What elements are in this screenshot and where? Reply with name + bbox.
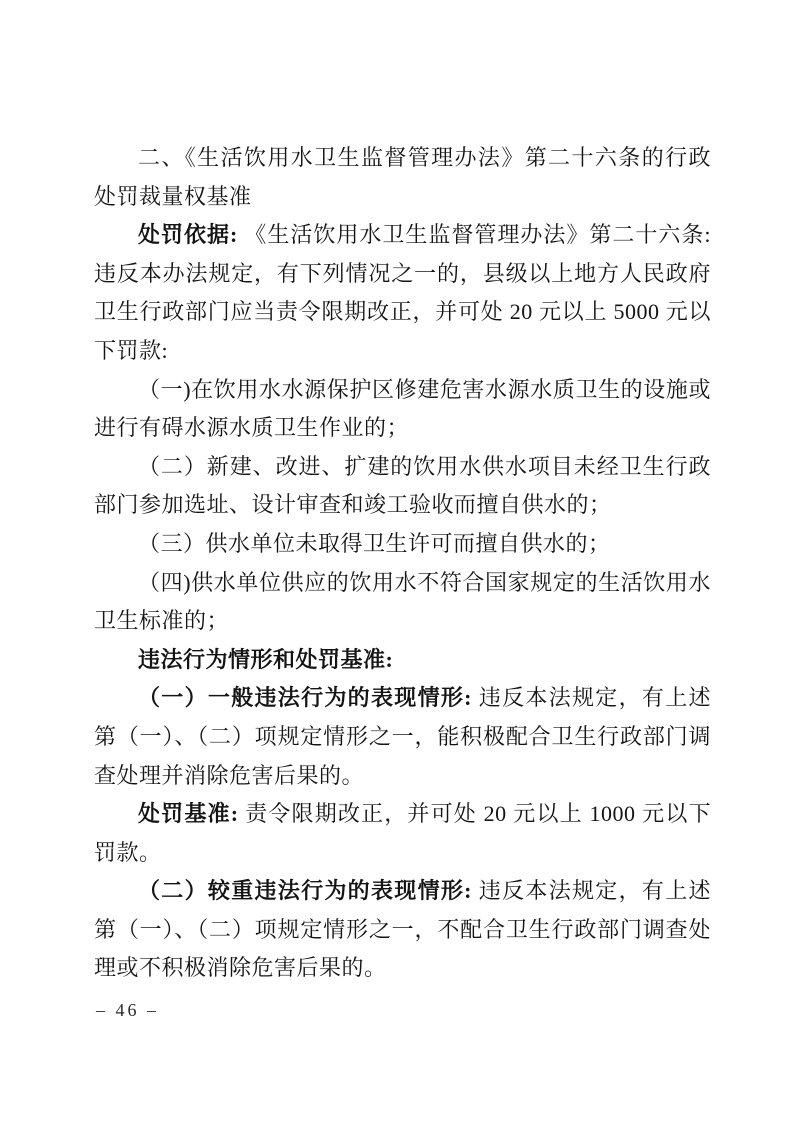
violation-item-3 [94, 525, 711, 564]
subheading-violation-and-penalty [94, 641, 711, 680]
section-heading [94, 139, 711, 216]
violation-item-2 [94, 448, 711, 525]
serious-violation-paragraph [94, 872, 711, 988]
text-run: （四)供水单位供应的饮用水不符合国家规定的生活饮用水卫生标准的； [94, 569, 711, 634]
general-violation-paragraph [94, 679, 711, 795]
text-run: （二）新建、改进、扩建的饮用水供水项目未经卫生行政部门参加选址、设计审查和竣工验收而擅自供水的； [94, 453, 711, 518]
text-run: （一)在饮用水水源保护区修建危害水源水质卫生的设施或进行有碍水源水质卫生作业的； [94, 376, 711, 441]
text-run: 责令限期改正，并可处 20 元以上 1000 元以下罚款。 [94, 801, 711, 865]
bold-text-run: （二）较重违法行为的表现情形: [138, 878, 479, 904]
penalty-basis-paragraph [94, 216, 711, 370]
page-number: – 46 – [96, 1000, 159, 1020]
text-run: 违反本法规定，有上述第（一）、（二）项规定情形之一，不配合卫生行政部门调查处理或不积极消除危害后果的。 [94, 878, 711, 981]
text-run: 二、《生活饮用水卫生监督管理办法》第二十六条的行政处罚裁量权基准 [94, 145, 711, 209]
penalty-standard-paragraph [94, 795, 711, 872]
text-run: 《生活饮用水卫生监督管理办法》第二十六条: 违反本办法规定，有下列情况之一的，县级以上地方人民政府卫生行政部门应当责令限期改正，并可处 20 元以上 5000 元以下罚款: [94, 222, 711, 363]
violation-item-4 [94, 564, 711, 641]
bold-text-run: （一）一般违法行为的表现情形: [138, 685, 479, 711]
bold-text-run: 处罚依据: [138, 222, 245, 248]
violation-item-1 [94, 371, 711, 448]
text-run: 违反本法规定，有上述第（一）、（二）项规定情形之一，能积极配合卫生行政部门调查处理并消除危害后果的。 [94, 685, 711, 788]
bold-text-run: 处罚基准: [138, 801, 246, 827]
text-run: （三）供水单位未取得卫生许可而擅自供水的； [138, 530, 611, 556]
document-body [94, 139, 711, 988]
bold-text-run: 违法行为情形和处罚基准: [138, 646, 394, 672]
